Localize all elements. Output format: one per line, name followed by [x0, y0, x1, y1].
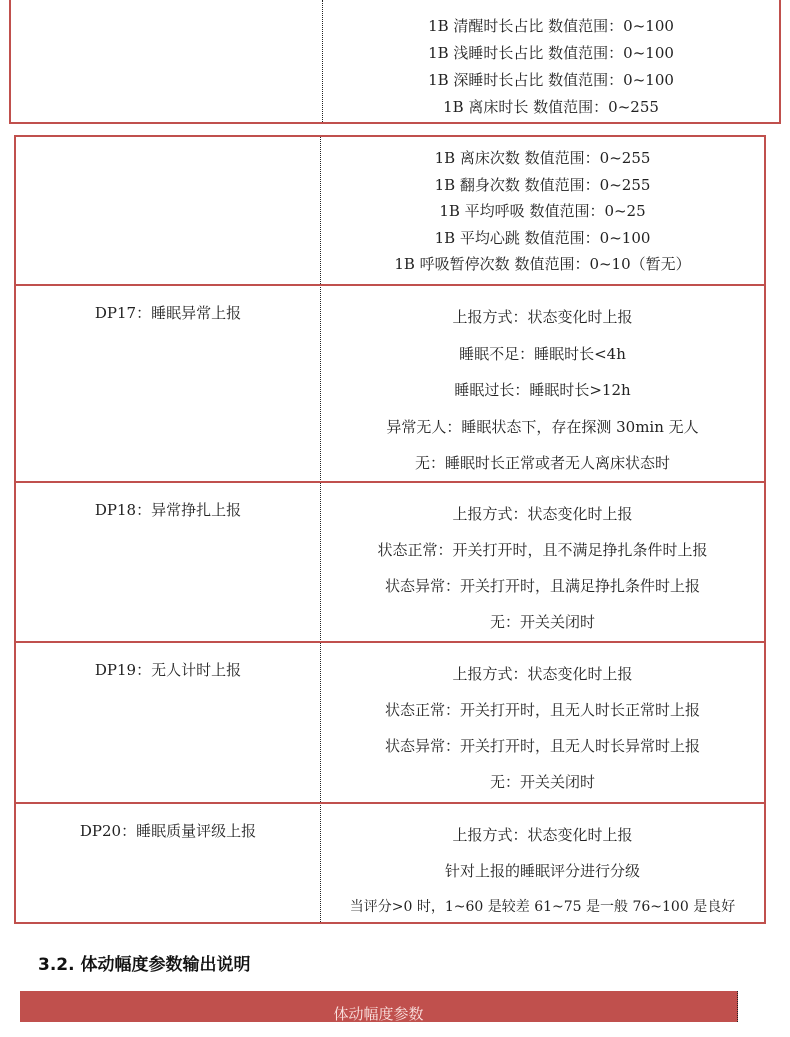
- value-line: 1B 翻身次数 数值范围：0~255: [434, 175, 651, 194]
- value-line: 睡眠过长：睡眠时长>12h: [454, 381, 631, 399]
- table-row: [16, 641, 764, 802]
- table-header-banner: 体动幅度参数: [20, 991, 738, 1022]
- row-label: [16, 643, 320, 802]
- value-line: 上报方式：状态变化时上报: [452, 308, 633, 326]
- table-cell-values: [321, 286, 764, 481]
- row-label: [16, 137, 320, 284]
- table-cell-values: [321, 804, 764, 922]
- dp19-label: DP19：无人计时上报: [94, 661, 242, 679]
- value-line: 上报方式：状态变化时上报: [452, 505, 633, 523]
- value-line: 1B 离床次数 数值范围：0~255: [434, 149, 651, 167]
- row-label: [16, 286, 320, 481]
- value-line: 1B 平均心跳 数值范围：0~100: [434, 228, 651, 247]
- value-line: 1B 离床时长 数值范围：0~255: [443, 98, 659, 116]
- section-heading: 3.2. 体动幅度参数输出说明: [38, 955, 251, 975]
- value-line: 无：开关关闭时: [489, 773, 595, 791]
- row-label: [16, 804, 320, 922]
- value-line: 无：睡眠时长正常或者无人离床状态时: [414, 454, 670, 472]
- table-row: [16, 137, 764, 284]
- value-line: 上报方式：状态变化时上报: [452, 665, 633, 683]
- dp17-label: DP17：睡眠异常上报: [94, 304, 242, 322]
- value-line: 1B 呼吸暂停次数 数值范围：0~10（暂无）: [394, 255, 691, 273]
- dp20-label: DP20：睡眠质量评级上报: [79, 822, 257, 840]
- value-line: 无：开关关闭时: [489, 613, 595, 631]
- table-cell-values: [323, 0, 779, 122]
- table-continuation-top: [9, 0, 781, 124]
- value-line: 睡眠不足：睡眠时长<4h: [459, 344, 626, 363]
- value-line: 1B 浅睡时长占比 数值范围：0~100: [428, 44, 674, 62]
- value-line: 1B 清醒时长占比 数值范围：0~100: [428, 17, 674, 35]
- value-line: 上报方式：状态变化时上报: [452, 826, 633, 844]
- table-cell-values: [321, 137, 764, 284]
- table-data-points: [14, 135, 766, 924]
- dp18-label: DP18：异常挣扎上报: [94, 501, 242, 519]
- value-line: 当评分>0 时，1~60 是较差 61~75 是一般 76~100 是良好: [349, 899, 736, 915]
- value-line: 针对上报的睡眠评分进行分级: [444, 862, 640, 880]
- value-line: 状态异常：开关打开时，且无人时长异常时上报: [384, 737, 700, 755]
- value-line: 异常无人：睡眠状态下，存在探测 30min 无人: [386, 417, 699, 436]
- value-line: 状态正常：开关打开时，且不满足挣扎条件时上报: [377, 541, 708, 559]
- row-label: [16, 483, 320, 641]
- value-line: 1B 平均呼吸 数值范围：0~25: [439, 202, 646, 220]
- table-cell-values: [321, 483, 764, 641]
- table-row: [16, 284, 764, 481]
- table-row: [16, 802, 764, 922]
- value-line: 1B 深睡时长占比 数值范围：0~100: [428, 71, 674, 89]
- value-line: 状态异常：开关打开时，且满足挣扎条件时上报: [384, 577, 700, 595]
- table-row: [16, 481, 764, 641]
- value-line: 状态正常：开关打开时，且无人时长正常时上报: [384, 701, 700, 719]
- table-cell-values: [321, 643, 764, 802]
